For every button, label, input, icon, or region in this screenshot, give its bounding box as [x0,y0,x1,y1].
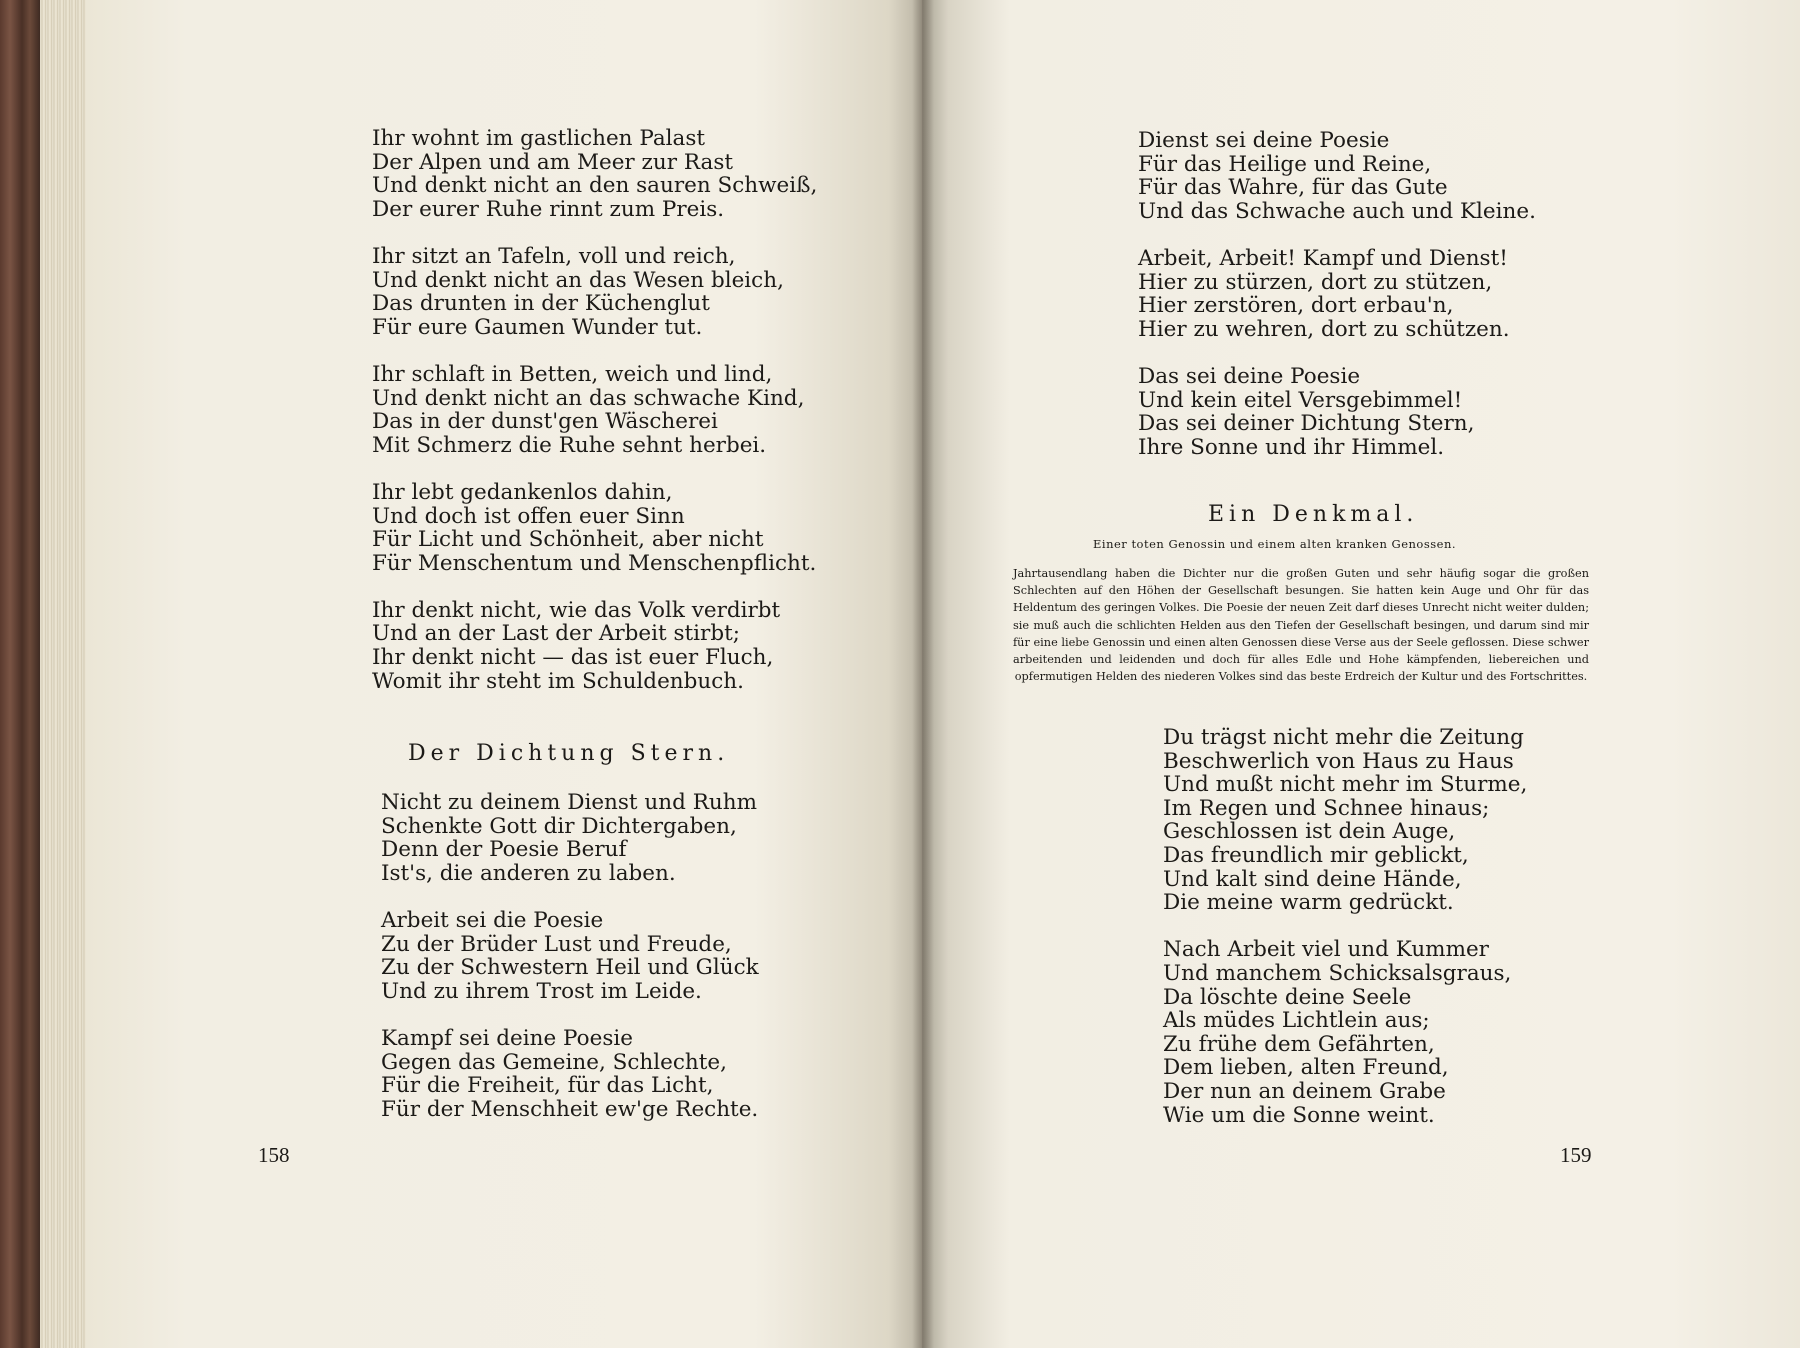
verse-line: Für das Heilige und Reine, [1138,151,1432,177]
stanza [1138,365,1536,459]
poem-ein-denkmal [1163,726,1527,1127]
stanza [381,1027,759,1121]
verse-line: Nicht zu deinem Dienst und Ruhm [381,790,757,815]
stanza [1163,938,1527,1127]
verse-line: Kampf sei deine Poesie [381,1025,633,1051]
verse-line: Arbeit, Arbeit! Kampf und Dienst! [1138,245,1508,271]
heading-der-dichtung-stern: Der Dichtung Stern. [408,741,730,766]
stanza [1138,129,1536,223]
stanza [372,127,817,221]
verse-line: Dem lieben, alten Freund, [1163,1055,1449,1081]
verse-line: Mit Schmerz die Ruhe sehnt herbei. [372,432,767,458]
poem-der-dichtung-stern [381,791,759,1121]
page-edges [40,0,86,1348]
verse-line: Und doch ist offen euer Sinn [372,503,685,529]
verse-line: Dienst sei deine Poesie [1138,128,1390,153]
verse-line: Womit ihr steht im Schuldenbuch. [372,668,744,694]
book-gutter [912,0,934,1348]
verse-line: Der eurer Ruhe rinnt zum Preis. [372,196,725,222]
verse-line: Geschlossen ist dein Auge, [1163,819,1456,845]
verse-line: Zu frühe dem Gefährten, [1163,1031,1435,1057]
verse-line: Die meine warm gedrückt. [1163,890,1454,916]
verse-line: Ihr schlaft in Betten, weich und lind, [372,361,773,387]
verse-line: Hier zu stürzen, dort zu stützen, [1138,269,1493,295]
stanza [372,245,817,339]
heading-ein-denkmal: Ein Denkmal. [1208,502,1419,527]
dedication-line: Einer toten Genossin und einem alten kranken Genossen. [1093,537,1457,551]
verse-line: Für Licht und Schönheit, aber nicht [372,527,764,553]
verse-line: Arbeit sei die Poesie [381,907,604,933]
verse-line: Und das Schwache auch und Kleine. [1138,198,1536,224]
stanza [372,599,817,693]
verse-line: Das sei deine Poesie [1138,363,1361,389]
verse-line: Und denkt nicht an das schwache Kind, [372,385,805,411]
verse-line: Und zu ihrem Trost im Leide. [381,978,702,1004]
verse-line: Für Menschentum und Menschenpflicht. [372,550,817,576]
verse-line: Wie um die Sonne weint. [1163,1102,1435,1128]
verse-line: Zu der Brüder Lust und Freude, [381,931,732,957]
verse-line: Das in der dunst'gen Wäscherei [372,409,718,435]
verse-line: Ihr lebt gedankenlos dahin, [372,479,673,505]
stanza [381,909,759,1003]
verse-line: Ist's, die anderen zu laben. [381,860,676,886]
verse-line: Ihr wohnt im gastlichen Palast [372,126,706,151]
prose-preface: Jahrtausendlang haben die Dichter nur die großen Guten und sehr häufig sogar die großen Schlechten auf den Höhen der Gesellschaft besungen. Sie hatten kein Auge und Ohr für das Heldentum des geringen Volkes. Die Poesie der neuen Zeit darf dieses Unrecht nicht weiter dulden; sie muß auch die schlichten Helden aus den Tiefen der Gesellschaft besingen, und darum sind mir für eine liebe Genossin und einen alten Genossen diese Verse aus der Seele geflossen. Diese schwer arbeitenden und leidenden und doch für alles Edle und Hohe kämpfenden, liebereichen und opfermutigen Helden des niederen Volkes sind das beste Erdreich der Kultur und des Fortschrittes. [1013,567,1589,684]
verse-line: Du trägst nicht mehr die Zeitung [1163,725,1524,750]
verse-line: Gegen das Gemeine, Schlechte, [381,1049,727,1075]
verse-line: Ihr denkt nicht — das ist euer Fluch, [372,645,774,671]
verse-line: Und kalt sind deine Hände, [1163,866,1462,892]
stanza [381,791,759,885]
verse-line: Hier zu wehren, dort zu schützen. [1138,316,1510,342]
verse-line: Hier zerstören, dort erbau'n, [1138,293,1454,319]
verse-line: Der Alpen und am Meer zur Rast [372,149,734,175]
verse-line: Und denkt nicht an das Wesen bleich, [372,267,784,293]
verse-line: Schenkte Gott dir Dichtergaben, [381,813,737,839]
stanza [1138,247,1536,341]
verse-line: Ihre Sonne und ihr Himmel. [1138,434,1445,460]
poem-left-top [372,127,817,693]
verse-line: Zu der Schwestern Heil und Glück [381,955,759,981]
verse-line: Und kein eitel Versgebimmel! [1138,387,1463,413]
verse-line: Das sei deiner Dichtung Stern, [1138,411,1475,437]
verse-line: Das drunten in der Küchenglut [372,291,710,317]
verse-line: Ihr sitzt an Tafeln, voll und reich, [372,243,736,269]
verse-line: Und manchem Schicksalsgraus, [1163,960,1512,986]
verse-line: Das freundlich mir geblickt, [1163,842,1469,868]
verse-line: Nach Arbeit viel und Kummer [1163,937,1489,963]
stanza [372,481,817,575]
page-number-left: 158 [258,1143,290,1167]
stanza [372,363,817,457]
verse-line: Im Regen und Schnee hinaus; [1163,795,1490,821]
verse-line: Für die Freiheit, für das Licht, [381,1073,714,1099]
verse-line: Denn der Poesie Beruf [381,837,627,863]
verse-line: Für eure Gaumen Wunder tut. [372,314,703,340]
verse-line: Der nun an deinem Grabe [1163,1078,1446,1104]
stanza [1163,726,1527,915]
verse-line: Und mußt nicht mehr im Sturme, [1163,772,1528,798]
verse-line: Ihr denkt nicht, wie das Volk verdirbt [372,597,781,623]
verse-line: Da löschte deine Seele [1163,984,1412,1010]
page-number-right: 159 [1560,1143,1592,1167]
verse-line: Für der Menschheit ew'ge Rechte. [381,1096,759,1122]
verse-line: Und an der Last der Arbeit stirbt; [372,621,740,647]
verse-line: Beschwerlich von Haus zu Haus [1163,748,1514,774]
verse-line: Und denkt nicht an den sauren Schweiß, [372,173,818,199]
verse-line: Als müdes Lichtlein aus; [1163,1008,1430,1034]
verse-line: Für das Wahre, für das Gute [1138,175,1448,201]
poem-der-dichtung-stern-continued [1138,129,1536,459]
